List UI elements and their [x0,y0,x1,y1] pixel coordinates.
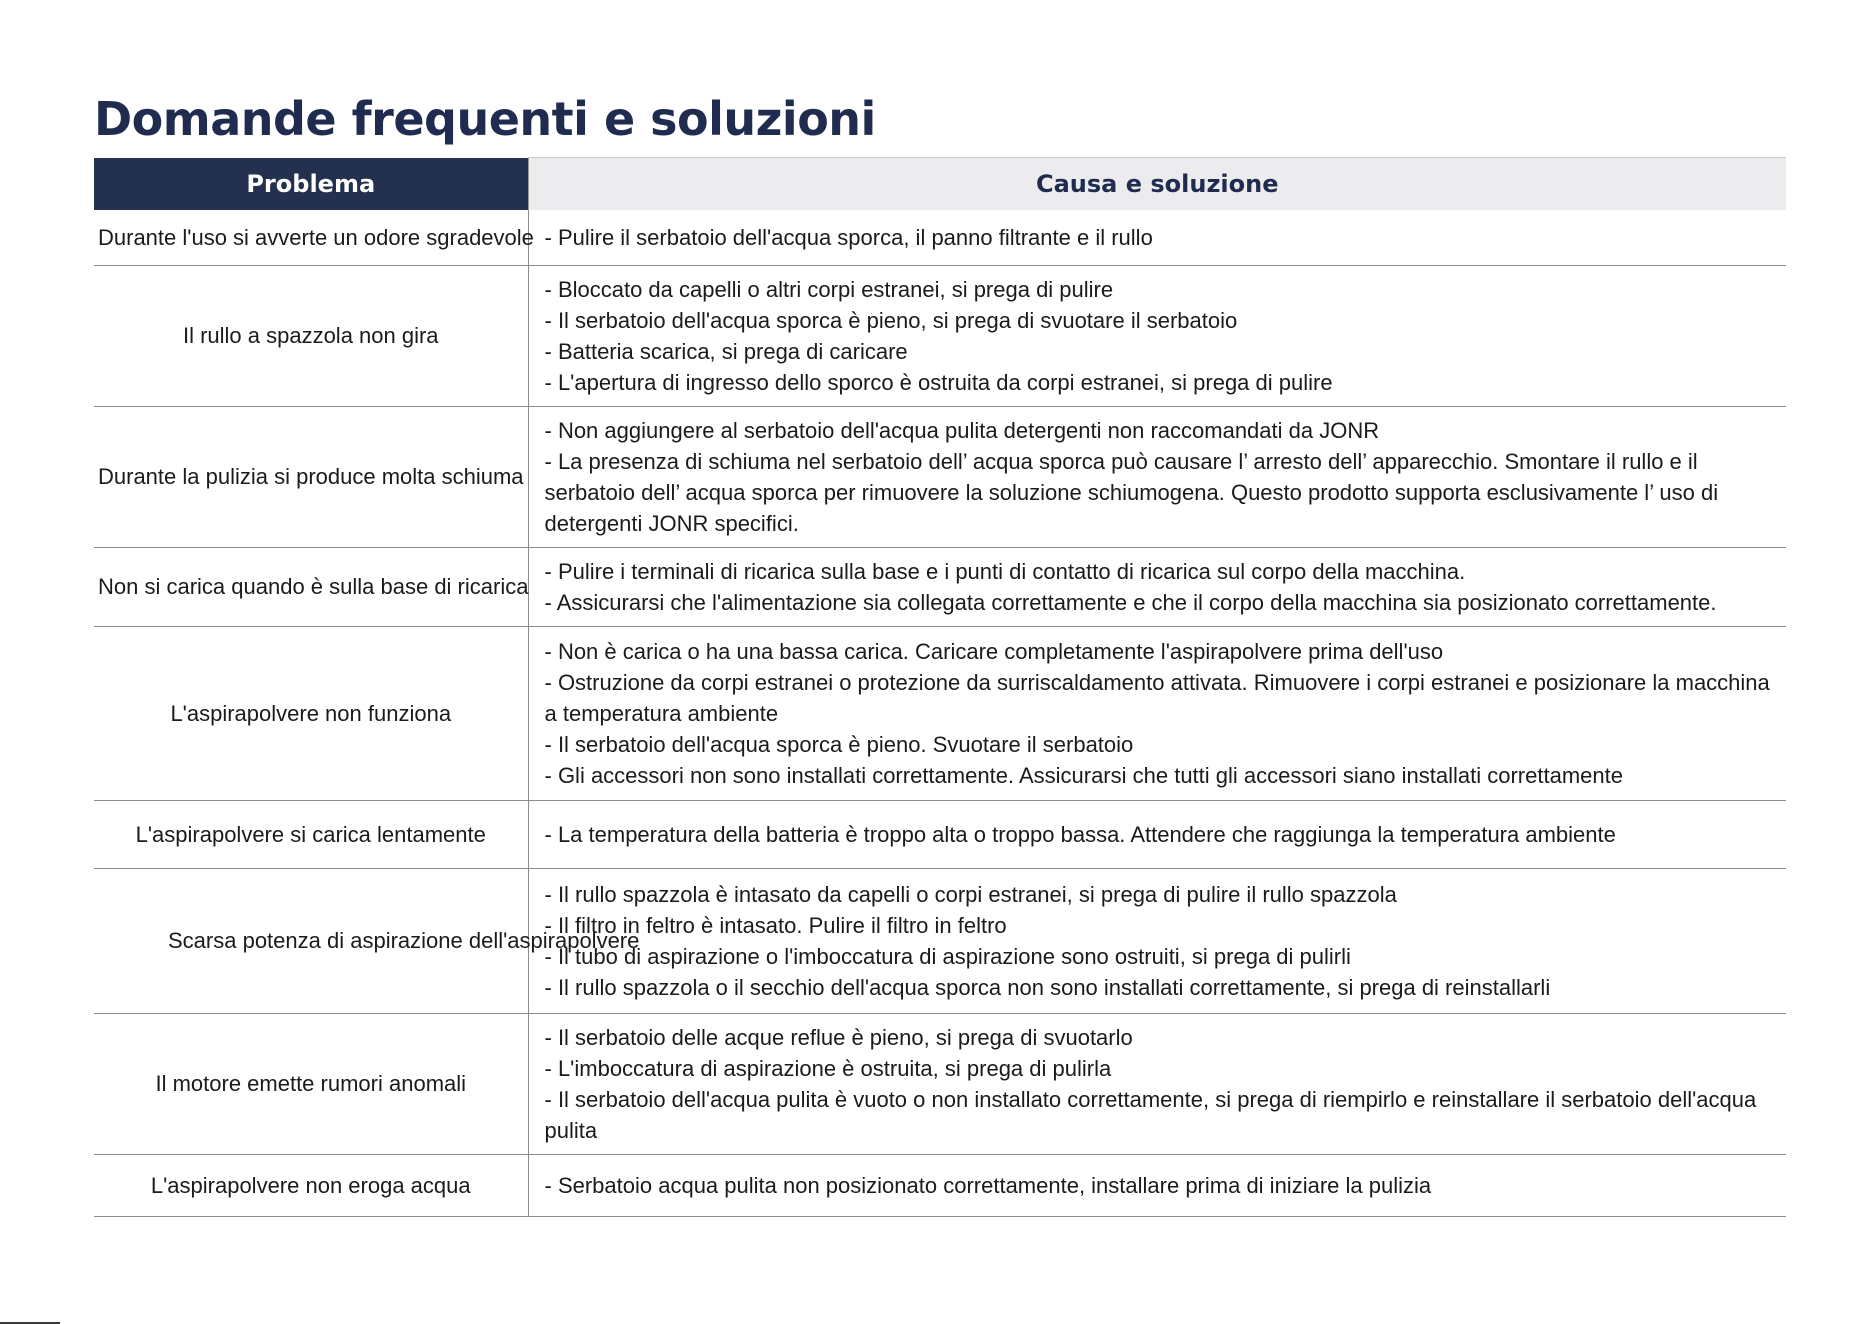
table-row [94,265,1786,406]
solution-line: - L'apertura di ingresso dello sporco è ostruita da corpi estranei, si prega di pulire [544,369,1333,395]
table-row [94,868,1786,1013]
solution-line: - La presenza di schiuma nel serbatoio dell’ acqua sporca può causare l’ arresto dell’ apparecchio. Smontare il rullo e il serbatoio dell’ acqua sporca per rimuovere la soluzione schiumogena. Questo prodotto supporta esclusivamente l’ uso di detergenti JONR specifici. [544,448,1719,536]
solution-cell [528,265,1786,406]
solution-cell [528,406,1786,547]
solution-line: - Non aggiungere al serbatoio dell'acqua pulita detergenti non raccomandati da JONR [544,417,1380,443]
solution-line: - Il serbatoio delle acque reflue è pieno, si prega di svuotarlo [544,1024,1133,1050]
solution-cell [528,1013,1786,1154]
solution-line: - L'imboccatura di aspirazione è ostruita, si prega di pulirla [544,1055,1112,1081]
problem-cell: L'aspirapolvere non funziona [94,626,528,800]
solution-line: - Il rullo spazzola è intasato da capelli o corpi estranei, si prega di pulire il rullo spazzola [544,881,1397,907]
solution-line: - Batteria scarica, si prega di caricare [544,338,908,364]
table-row [94,406,1786,547]
solution-line: - Il serbatoio dell'acqua sporca è pieno. Svuotare il serbatoio [544,731,1134,757]
problem-cell: Durante la pulizia si produce molta schiuma [94,406,528,547]
page-title: Domande frequenti e soluzioni [94,92,876,146]
problem-cell: Il motore emette rumori anomali [94,1013,528,1154]
table-row [94,800,1786,868]
table-row [94,1154,1786,1216]
solution-line: - Il tubo di aspirazione o l'imboccatura di aspirazione sono ostruiti, si prega di pulirli [544,943,1351,969]
solution-line: - Assicurarsi che l'alimentazione sia collegata correttamente e che il corpo della macchina sia posizionato correttamente. [544,589,1717,615]
solution-line: - La temperatura della batteria è troppo alta o troppo bassa. Attendere che raggiunga la temperatura ambiente [544,821,1616,847]
problem-cell: Durante l'uso si avverte un odore sgradevole [94,210,528,265]
solution-line: - Il rullo spazzola o il secchio dell'acqua sporca non sono installati correttamente, si prega di reinstallarli [544,974,1551,1000]
solution-cell [528,800,1786,868]
solution-line: - Non è carica o ha una bassa carica. Caricare completamente l'aspirapolvere prima dell'uso [544,638,1444,664]
column-header-problem: Problema [94,158,528,211]
solution-line: - Pulire i terminali di ricarica sulla base e i punti di contatto di ricarica sul corpo della macchina. [544,558,1466,584]
solution-cell [528,547,1786,626]
column-header-solution: Causa e soluzione [528,158,1786,211]
solution-cell [528,868,1786,1013]
solution-line: - Il serbatoio dell'acqua pulita è vuoto o non installato correttamente, si prega di riempirlo e reinstallare il serbatoio dell'acqua pulita [544,1086,1757,1143]
solution-cell [528,210,1786,265]
problem-cell: Scarsa potenza di aspirazione dell'aspirapolvere [94,868,528,1013]
problem-cell: L'aspirapolvere si carica lentamente [94,800,528,868]
solution-line: - Il filtro in feltro è intasato. Pulire il filtro in feltro [544,912,1007,938]
solution-line: - Bloccato da capelli o altri corpi estranei, si prega di pulire [544,276,1114,302]
problem-cell: Il rullo a spazzola non gira [94,265,528,406]
problem-cell: Non si carica quando è sulla base di ricarica [94,547,528,626]
table-row [94,1013,1786,1154]
solution-line: - Il serbatoio dell'acqua sporca è pieno, si prega di svuotare il serbatoio [544,307,1238,333]
table-row [94,210,1786,265]
solution-line: - Serbatoio acqua pulita non posizionato correttamente, installare prima di iniziare la pulizia [544,1172,1432,1198]
table-row [94,626,1786,800]
solution-line: - Pulire il serbatoio dell'acqua sporca, il panno filtrante e il rullo [544,224,1153,250]
faq-table [94,157,1786,1217]
table-row [94,547,1786,626]
solution-line: - Gli accessori non sono installati correttamente. Assicurarsi che tutti gli accessori siano installati correttamente [544,762,1623,788]
solution-cell [528,1154,1786,1216]
table-header-row [94,158,1786,211]
problem-cell: L'aspirapolvere non eroga acqua [94,1154,528,1216]
solution-cell [528,626,1786,800]
solution-line: - Ostruzione da corpi estranei o protezione da surriscaldamento attivata. Rimuovere i corpi estranei e posizionare la macchina a temperatura ambiente [544,669,1770,726]
